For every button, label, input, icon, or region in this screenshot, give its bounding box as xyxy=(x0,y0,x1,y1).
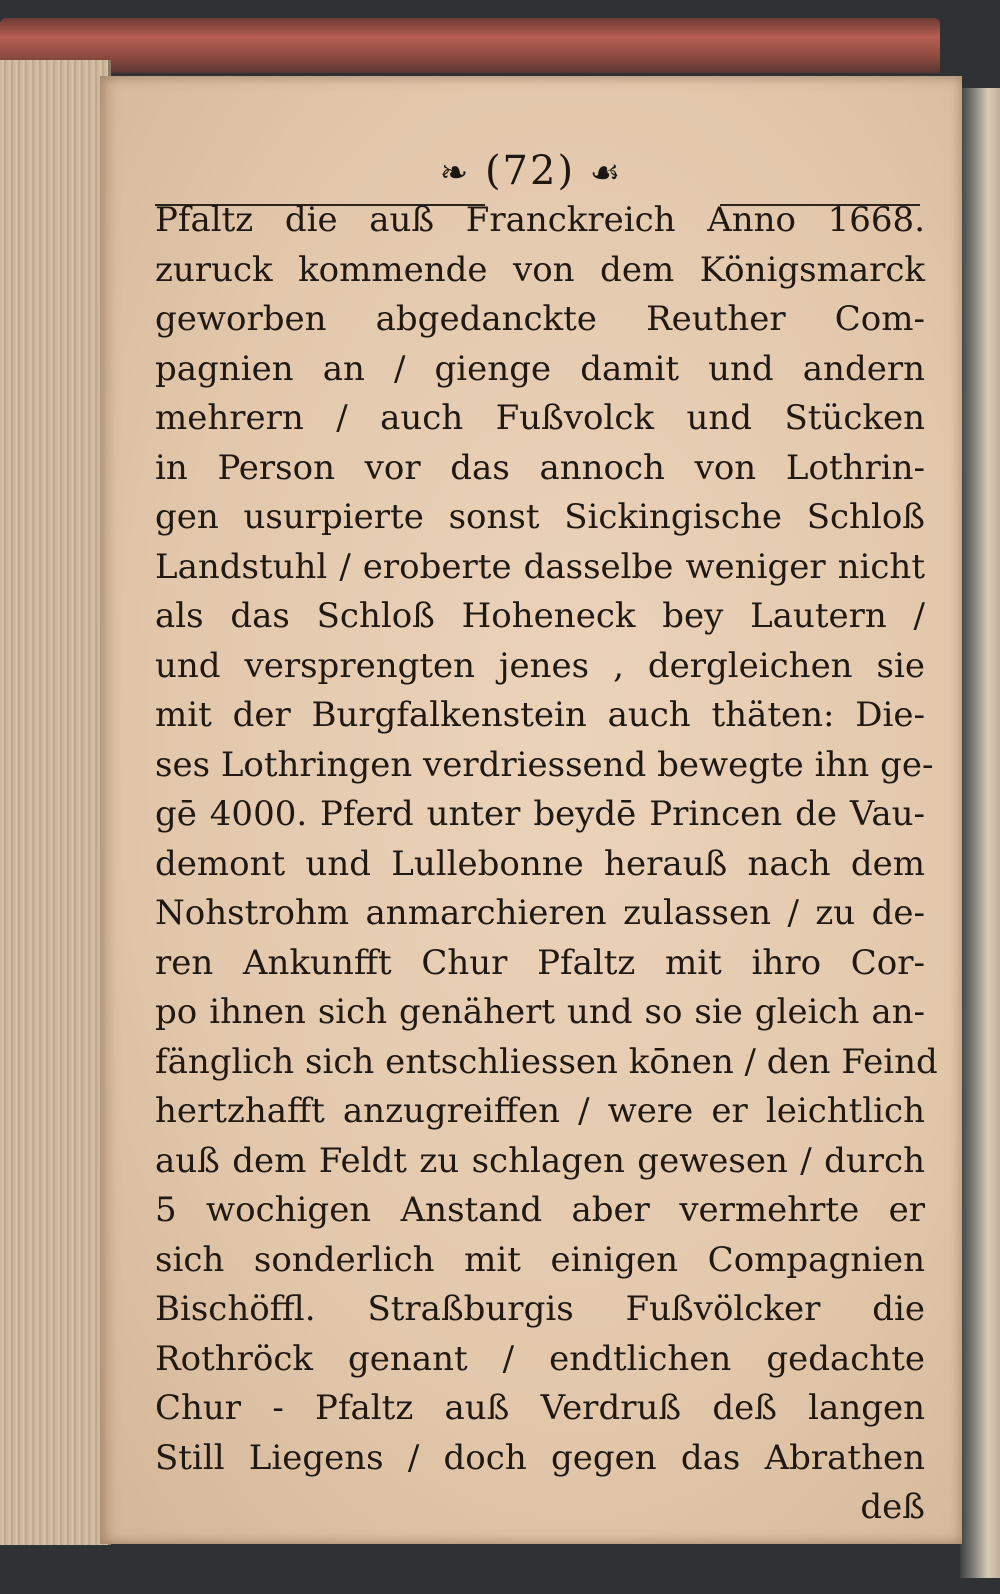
page-header xyxy=(100,148,962,194)
text-line: Still Liegens / doch gegen das Abrathen xyxy=(155,1437,925,1478)
text-line: sich sonderlich mit einigen Compagnien xyxy=(155,1239,925,1280)
text-line: demont und Lullebonne herauß nach dem xyxy=(155,843,925,884)
text-line: pagnien an / gienge damit und andern xyxy=(155,348,925,389)
text-line: in Person vor das annoch von Lothrin- xyxy=(155,447,925,488)
ornament-left-icon: ❧ xyxy=(439,153,471,193)
page-number: (72) xyxy=(484,148,576,194)
text-line: Landstuhl / eroberte dasselbe weniger nicht xyxy=(155,546,925,587)
text-line: Pfaltz die auß Franckreich Anno 1668. xyxy=(155,200,925,240)
text-line: mit der Burgfalkenstein auch thäten: Die- xyxy=(155,695,925,735)
text-line: und versprengten jenes , dergleichen sie xyxy=(155,645,925,686)
ornament-right-icon: ☙ xyxy=(589,153,623,193)
text-line: po ihnen sich genähert und so sie gleich an- xyxy=(155,992,925,1032)
text-line: Chur - Pfaltz auß Verdruß deß langen xyxy=(155,1388,925,1428)
text-line: fänglich sich entschliessen kōnen / den Feind xyxy=(155,1041,938,1082)
text-line: zuruck kommende von dem Königsmarck xyxy=(155,249,925,290)
catchword: deß xyxy=(860,1487,925,1527)
book-page xyxy=(100,76,962,1544)
text-line: gen usurpierte sonst Sickingische Schloß xyxy=(155,497,925,537)
text-line: Rothröck genant / endtlichen gedachte xyxy=(155,1338,925,1379)
book-right-edge xyxy=(960,88,1000,1578)
book-top-edge xyxy=(0,18,940,73)
text-line: gē 4000. Pferd unter beydē Princen de Vau- xyxy=(155,794,925,834)
text-line: Bischöffl. Straßburgis Fußvölcker die xyxy=(155,1289,925,1329)
text-line: hertzhafft anzugreiffen / were er leichtlich xyxy=(155,1091,925,1131)
text-line: ren Ankunfft Chur Pfaltz mit ihro Cor- xyxy=(155,942,925,983)
text-line: Nohstrohm anmarchieren zulassen / zu de- xyxy=(155,893,925,933)
text-line: ses Lothringen verdriessend bewegte ihn ge- xyxy=(155,744,934,785)
text-block xyxy=(155,196,938,1533)
text-line: 5 wochigen Anstand aber vermehrte er xyxy=(155,1190,925,1230)
book xyxy=(0,18,1000,1578)
text-line: geworben abgedanckte Reuther Com- xyxy=(155,299,925,339)
text-line: auß dem Feldt zu schlagen gewesen / durch xyxy=(155,1140,925,1181)
text-line: mehrern / auch Fußvolck und Stücken xyxy=(155,398,925,438)
page-block-left xyxy=(0,60,111,1545)
text-line: als das Schloß Hoheneck bey Lautern / xyxy=(155,596,925,636)
